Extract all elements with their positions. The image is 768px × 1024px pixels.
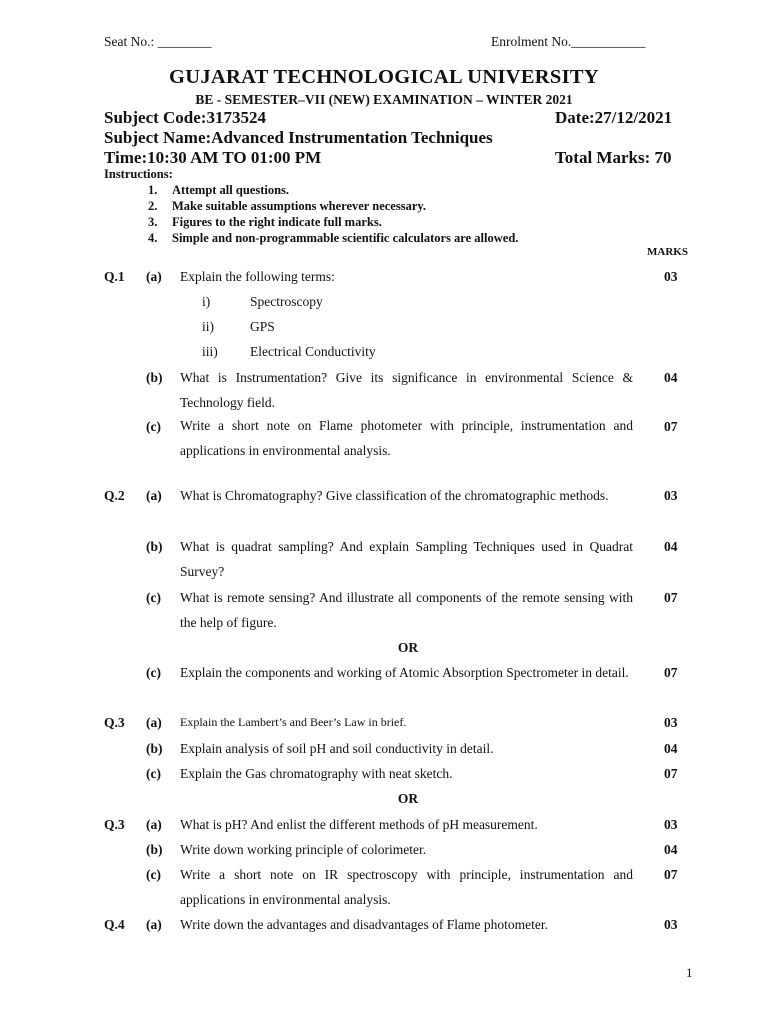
question-marks: 03 — [664, 715, 678, 730]
question-marks: 07 — [664, 867, 678, 882]
term-num: ii) — [202, 319, 214, 334]
or-divider: OR — [397, 640, 419, 655]
sub-question-label: (c) — [146, 419, 161, 434]
question-text: What is remote sensing? And illustrate all components of the remote sensing with the help of figure. — [180, 590, 633, 630]
question-text: Write down working principle of colorimeter. — [180, 842, 427, 857]
question-label: Q.1 — [104, 269, 125, 284]
sub-question-label: (c) — [146, 665, 161, 680]
question-label: Q.4 — [104, 917, 125, 932]
question-marks: 04 — [664, 842, 678, 857]
question-marks: 03 — [664, 488, 678, 503]
question-marks: 07 — [664, 766, 678, 781]
marks-heading: MARKS — [647, 246, 688, 258]
question-text: Explain the components and working of Atomic Absorption Spectrometer in detail. — [180, 665, 629, 680]
sub-question-label: (a) — [146, 715, 162, 730]
sub-question-label: (a) — [146, 917, 162, 932]
question-text: Explain the Lambert’s and Beer’s Law in brief. — [180, 715, 407, 729]
instruction-item: Make suitable assumptions wherever necessary. — [172, 199, 427, 213]
question-text: What is quadrat sampling? And explain Sampling Techniques used in Quadrat Survey? — [180, 539, 633, 579]
question-text: Write a short note on IR spectroscopy with principle, instrumentation and applications in environmental analysis. — [180, 867, 633, 907]
sub-question-label: (b) — [146, 842, 163, 857]
enrolment-no: Enrolment No.___________ — [491, 34, 646, 49]
instruction-num: 2. — [148, 199, 158, 213]
question-label: Q.2 — [104, 488, 125, 503]
question-label: Q.3 — [104, 817, 125, 832]
instruction-num: 1. — [148, 183, 158, 197]
term-text: GPS — [250, 319, 275, 334]
university-title: GUJARAT TECHNOLOGICAL UNIVERSITY — [169, 66, 599, 88]
term-num: iii) — [202, 344, 218, 359]
question-marks: 07 — [664, 419, 678, 434]
subject-code: Subject Code:3173524 — [104, 108, 266, 127]
question-text: Explain the Gas chromatography with neat sketch. — [180, 766, 453, 781]
exam-title: BE - SEMESTER–VII (NEW) EXAMINATION – WINTER 2021 — [195, 92, 573, 107]
sub-question-label: (c) — [146, 867, 161, 882]
question-text: What is Chromatography? Give classification of the chromatographic methods. — [180, 488, 609, 503]
sub-question-label: (b) — [146, 539, 163, 554]
term-text: Electrical Conductivity — [250, 344, 376, 359]
exam-date: Date:27/12/2021 — [555, 108, 673, 127]
question-marks: 07 — [664, 665, 678, 680]
sub-question-label: (c) — [146, 766, 161, 781]
instruction-num: 4. — [148, 231, 158, 245]
question-marks: 04 — [664, 539, 678, 554]
subject-name: Subject Name:Advanced Instrumentation Techniques — [104, 128, 493, 147]
question-marks: 07 — [664, 590, 678, 605]
sub-question-label: (a) — [146, 817, 162, 832]
page-number: 1 — [686, 965, 693, 980]
question-label: Q.3 — [104, 715, 125, 730]
seat-no: Seat No.: ________ — [104, 34, 212, 49]
question-text: Explain the following terms: — [180, 269, 335, 284]
question-marks: 03 — [664, 269, 678, 284]
term-text: Spectroscopy — [250, 294, 323, 309]
term-num: i) — [202, 294, 211, 309]
instruction-item: Attempt all questions. — [172, 183, 290, 197]
question-text: Write down the advantages and disadvantages of Flame photometer. — [180, 917, 548, 932]
instructions-heading: Instructions: — [104, 167, 173, 181]
sub-question-label: (b) — [146, 741, 163, 756]
instruction-item: Simple and non-programmable scientific calculators are allowed. — [172, 231, 519, 245]
question-marks: 04 — [664, 741, 678, 756]
instruction-num: 3. — [148, 215, 158, 229]
question-text: Write a short note on Flame photometer with principle, instrumentation and applications in environmental analysis. — [180, 418, 633, 458]
exam-time: Time:10:30 AM TO 01:00 PM — [104, 148, 322, 167]
question-marks: 04 — [664, 370, 678, 385]
or-divider: OR — [397, 791, 419, 806]
sub-question-label: (a) — [146, 269, 162, 284]
instruction-item: Figures to the right indicate full marks. — [172, 215, 382, 229]
question-text: What is pH? And enlist the different methods of pH measurement. — [180, 817, 538, 832]
sub-question-label: (b) — [146, 370, 163, 385]
question-text: What is Instrumentation? Give its significance in environmental Science & Technology field. — [180, 370, 633, 410]
sub-question-label: (a) — [146, 488, 162, 503]
question-marks: 03 — [664, 917, 678, 932]
sub-question-label: (c) — [146, 590, 161, 605]
question-text: Explain analysis of soil pH and soil conductivity in detail. — [180, 741, 494, 756]
total-marks: Total Marks: 70 — [555, 148, 672, 167]
question-marks: 03 — [664, 817, 678, 832]
